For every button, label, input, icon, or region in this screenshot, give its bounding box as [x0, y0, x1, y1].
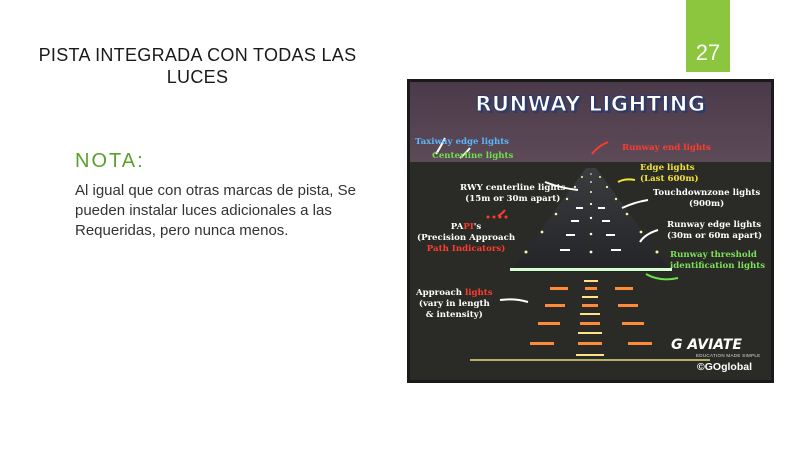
label-papi-line3: Path Indicators): [426, 244, 506, 254]
approach-a: Approach: [416, 288, 465, 298]
label-papi-line2: (Precision Approach: [417, 233, 516, 243]
brand-tagline: EDUCATION MADE SIMPLE: [696, 353, 761, 358]
label-approach-line3: & intensity): [425, 310, 483, 320]
runway-lighting-figure: [407, 79, 774, 383]
papi-s: 's: [473, 222, 482, 232]
threshold-lights: [510, 268, 672, 271]
label-edge-lights: [640, 163, 699, 185]
papi-pa: PA: [450, 222, 464, 232]
ground-light-line: [470, 359, 710, 361]
label-runway-end: Runway end lights: [622, 143, 711, 153]
brand-logo: G AVIATE: [671, 337, 742, 353]
label-taxiway-edge: Taxiway edge lights: [415, 137, 510, 147]
label-touchdown-title: Touchdownzone lights: [653, 188, 761, 198]
slide-number-badge: [686, 0, 730, 72]
label-approach-line2: (vary in length: [418, 299, 490, 309]
label-edge-lights-sub: (Last 600m): [640, 174, 699, 184]
label-touchdown: [653, 188, 760, 210]
nota-heading: NOTA:: [75, 150, 145, 172]
label-rwy-centerline: [460, 183, 565, 205]
label-runway-edge: [667, 220, 762, 242]
label-papi: [417, 222, 515, 255]
label-rwy-centerline-sub: (15m or 30m apart): [465, 194, 561, 204]
label-edge-lights-title: Edge lights: [640, 163, 695, 173]
papi-pi: PI: [463, 222, 474, 232]
approach-b: lights: [465, 288, 493, 298]
label-rwy-centerline-title: RWY centerline lights: [460, 183, 566, 193]
label-papi-title: [417, 222, 515, 233]
label-approach: [416, 288, 493, 321]
label-threshold-sub: identification lights: [670, 261, 766, 271]
slide-number: 27: [695, 40, 721, 65]
label-centerline: Centerline lights: [432, 151, 514, 161]
nota-body: Al igual que con otras marcas de pista, Se pueden instalar luces adicionales a las Requeridas, pero nunca menos.: [75, 182, 356, 239]
slide-title: PISTA INTEGRADA CON TODAS LAS LUCES: [38, 45, 357, 87]
label-threshold-title: Runway threshold: [670, 250, 757, 260]
brand-copyright: ©GOglobal: [697, 361, 752, 373]
label-runway-edge-title: Runway edge lights: [667, 220, 762, 230]
label-touchdown-sub: (900m): [689, 199, 725, 209]
figure-title: RUNWAY LIGHTING: [475, 92, 706, 116]
label-approach-title: [416, 288, 493, 299]
label-runway-edge-sub: (30m or 60m apart): [667, 231, 763, 241]
label-threshold: [670, 250, 765, 272]
